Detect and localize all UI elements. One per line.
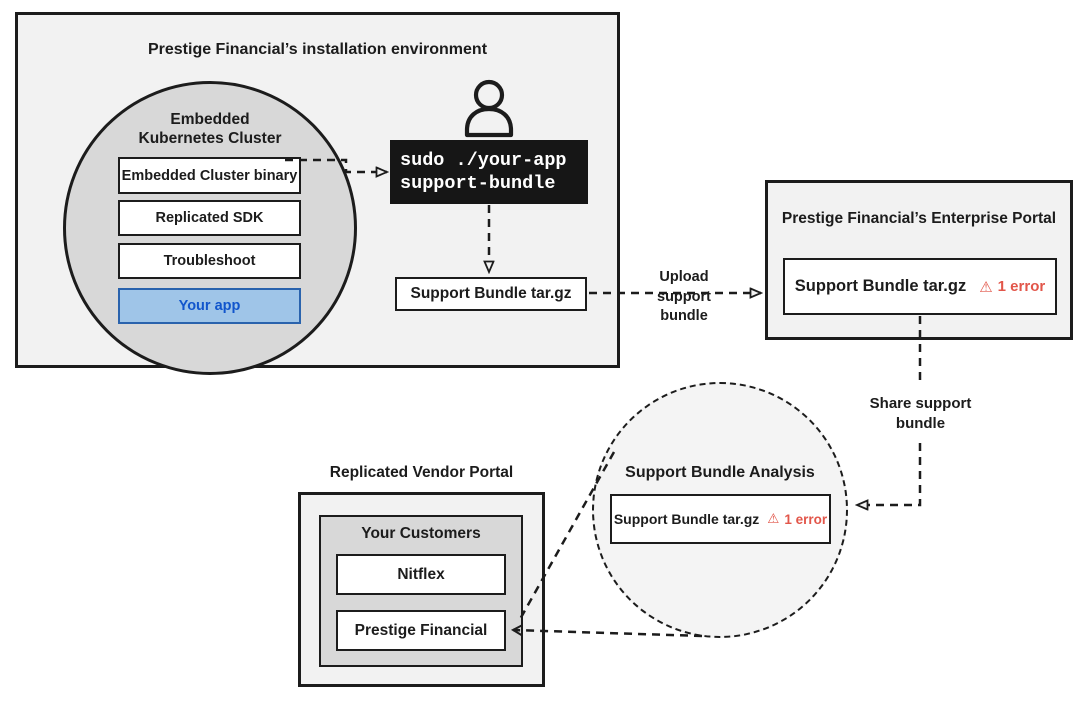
enterprise-portal-panel <box>765 180 1073 340</box>
upload-label-line1: Upload <box>659 269 709 285</box>
enterprise-error-text: 1 error <box>997 278 1046 295</box>
enterprise-bundle-name: Support Bundle tar.gz <box>794 277 967 295</box>
warning-icon: ⚠ <box>767 511 780 526</box>
vendor-portal-panel <box>298 492 545 687</box>
enterprise-portal-title: Prestige Financial’s Enterprise Portal <box>781 210 1057 227</box>
customer-nitflex-box: Nitflex <box>336 554 506 595</box>
embedded-cluster-binary-box: Embedded Cluster binary <box>118 157 301 194</box>
share-label-line2: bundle <box>895 415 946 432</box>
cluster-title-line1: Embedded <box>170 111 250 128</box>
support-bundle-analysis-circle <box>592 382 848 638</box>
upload-label-line3: bundle <box>660 308 708 324</box>
troubleshoot-box: Troubleshoot <box>118 243 301 279</box>
person-icon <box>458 74 520 138</box>
connector-share-lower <box>857 443 920 505</box>
analysis-bundle-row <box>610 494 831 544</box>
upload-support-bundle-label <box>634 268 734 327</box>
cluster-title-line2: Kubernetes Cluster <box>138 130 282 147</box>
analysis-bundle-name: Support Bundle tar.gz <box>613 511 760 527</box>
terminal-line1: sudo ./your-app <box>400 150 567 171</box>
support-bundle-file-box: Support Bundle tar.gz <box>395 277 587 311</box>
vendor-portal-title: Replicated Vendor Portal <box>329 464 514 481</box>
your-customers-title: Your Customers <box>361 525 481 542</box>
embedded-kubernetes-cluster-circle <box>63 81 357 375</box>
your-app-box: Your app <box>118 288 301 324</box>
enterprise-portal-bundle-row <box>783 258 1057 315</box>
customer-prestige-financial-box: Prestige Financial <box>336 610 506 651</box>
enterprise-error-badge <box>979 278 1045 296</box>
share-label-line1: Share support <box>869 395 972 412</box>
terminal-line2: support-bundle <box>400 173 556 194</box>
your-customers-panel <box>319 515 523 667</box>
replicated-sdk-box: Replicated SDK <box>118 200 301 236</box>
analysis-error-text: 1 error <box>784 511 828 527</box>
installation-environment-title: Prestige Financial’s installation environment <box>147 41 488 58</box>
upload-label-line2: support <box>657 288 711 305</box>
support-bundle-analysis-title: Support Bundle Analysis <box>625 464 815 481</box>
warning-icon: ⚠ <box>979 278 993 296</box>
analysis-error-badge <box>767 511 827 527</box>
cluster-title <box>66 110 354 148</box>
terminal-command-box <box>390 140 588 204</box>
share-support-bundle-label <box>858 394 983 434</box>
